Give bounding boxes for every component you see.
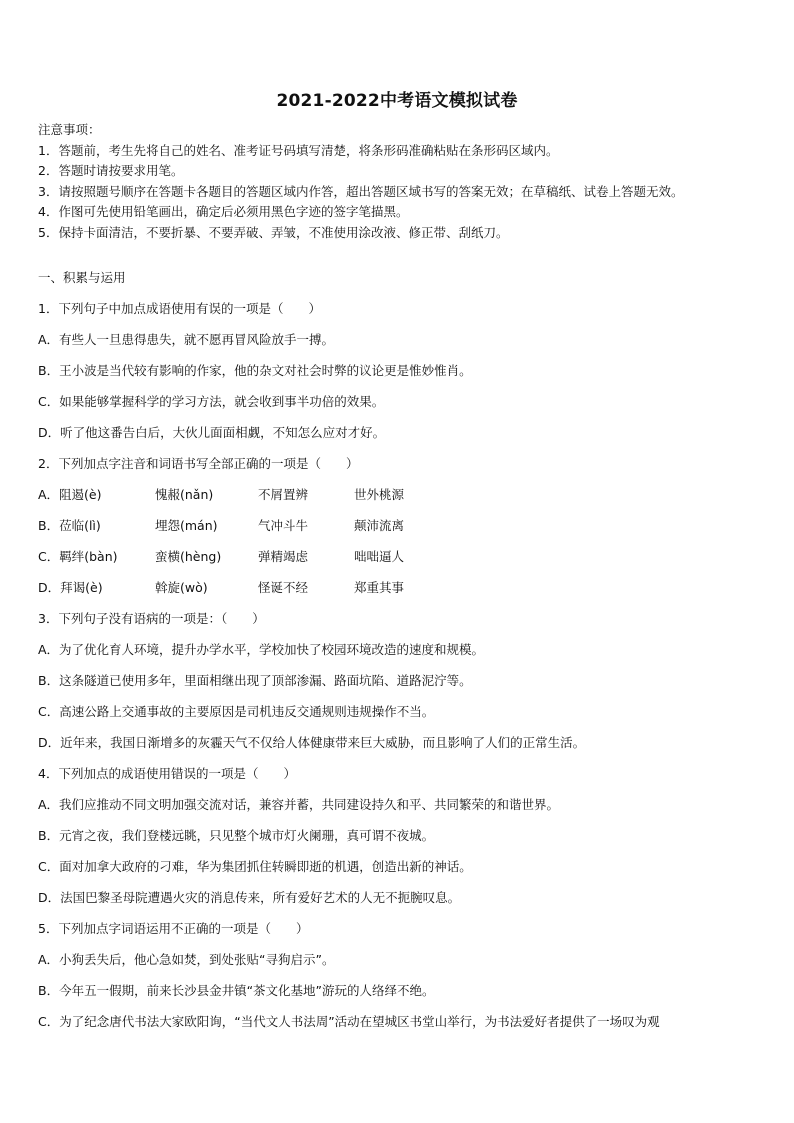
question-4-option-d: D．法国巴黎圣母院遭遇火灾的消息传来，所有爱好艺术的人无不扼腕叹息。 [38,890,461,905]
section-heading: 一、积累与运用 [38,270,126,285]
option-cell: 颠沛流离 [354,518,405,533]
question-2-option-d [38,572,768,603]
question-5-option-b: B．今年五一假期，前来长沙县金井镇“茶文化基地”游玩的人络绎不绝。 [38,983,435,998]
question-5-option-c: C．为了纪念唐代书法大家欧阳询，“当代文人书法周”活动在望城区书堂山举行，为书法爱好者提供了一场叹为观 [38,1014,660,1029]
question-4-stem: 4．下列加点的成语使用错误的一项是（ ） [38,766,296,781]
question-1-stem: 1．下列句子中加点成语使用有误的一项是（ ） [38,301,321,316]
question-4-option-c: C．面对加拿大政府的刁难，华为集团抓住转瞬即逝的机遇，创造出新的神话。 [38,859,472,874]
question-1-option-a: A．有些人一旦患得患失，就不愿再冒风险放手一搏。 [38,332,335,347]
question-3-option-b: B．这条隧道已使用多年，里面相继出现了顶部渗漏、路面坑陷、道路泥泞等。 [38,673,472,688]
note-item: 1．答题前，考生先将自己的姓名、准考证号码填写清楚，将条形码准确粘贴在条形码区域内。 [38,142,559,158]
note-item: 5．保持卡面清洁，不要折暴、不要弄破、弄皱，不准使用涂改液、修正带、刮纸刀。 [38,224,509,240]
questions-block [38,262,768,1037]
question-3-option-a: A．为了优化育人环境，提升办学水平，学校加快了校园环境改造的速度和规模。 [38,642,485,657]
question-4-option-b: B．元宵之夜，我们登楼远眺，只见整个城市灯火阑珊，真可谓不夜城。 [38,828,435,843]
option-cell: 郑重其事 [354,580,405,595]
option-cell: C．羁绊(bàn) [38,549,118,564]
option-cell: B．莅临(lì) [38,518,101,533]
option-cell: 世外桃源 [354,487,405,502]
question-4-option-a: A．我们应推动不同文明加强交流对话，兼容并蓄，共同建设持久和平、共同繁荣的和谐世界。 [38,797,560,812]
option-cell: 不屑置辨 [258,487,309,502]
option-cell: A．阻遏(è) [38,487,102,502]
notes-block [38,120,768,244]
option-cell: 埋怨(mán) [155,518,218,533]
option-cell: D．拜谒(è) [38,580,103,595]
option-cell: 蛮横(hèng) [155,549,222,564]
question-1-option-d: D．听了他这番告白后，大伙儿面面相觑，不知怎么应对才好。 [38,425,386,440]
question-2-stem: 2．下列加点字注音和词语书写全部正确的一项是（ ） [38,456,359,471]
page-title: 2021-2022中考语文模拟试卷 [276,91,518,111]
option-cell: 怪诞不经 [258,580,309,595]
notes-heading: 注意事项： [38,122,101,137]
note-item: 2．答题时请按要求用笔。 [38,163,184,179]
question-3-option-c: C．高速公路上交通事故的主要原因是司机违反交通规则违规操作不当。 [38,704,435,719]
question-2-option-b [38,510,768,541]
question-5-stem: 5．下列加点字词语运用不正确的一项是（ ） [38,921,309,936]
question-3-stem: 3．下列句子没有语病的一项是：（ ） [38,611,265,626]
question-1-option-c: C．如果能够掌握科学的学习方法，就会收到事半功倍的效果。 [38,394,385,409]
option-cell: 气冲斗牛 [258,518,309,533]
question-3-option-d: D．近年来，我国日渐增多的灰霾天气不仅给人体健康带来巨大威胁，而且影响了人们的正常生活。 [38,735,586,750]
option-cell: 咄咄逼人 [354,549,405,564]
question-1-option-b: B．王小波是当代较有影响的作家，他的杂文对社会时弊的议论更是惟妙惟肖。 [38,363,472,378]
question-5-option-a: A．小狗丢失后，他心急如焚，到处张贴“寻狗启示”。 [38,952,335,967]
option-cell: 愧赧(nǎn) [155,487,214,502]
note-item: 4．作图可先使用铅笔画出，确定后必须用黑色字迹的签字笔描黑。 [38,204,409,220]
note-item: 3．请按照题号顺序在答题卡各题目的答题区域内作答，超出答题区域书写的答案无效；在草稿纸、试卷上答题无效。 [38,183,684,199]
option-cell: 弹精竭虑 [258,549,309,564]
option-cell: 斡旋(wò) [155,580,208,595]
question-2-option-c [38,541,768,572]
question-2-option-a [38,479,768,510]
